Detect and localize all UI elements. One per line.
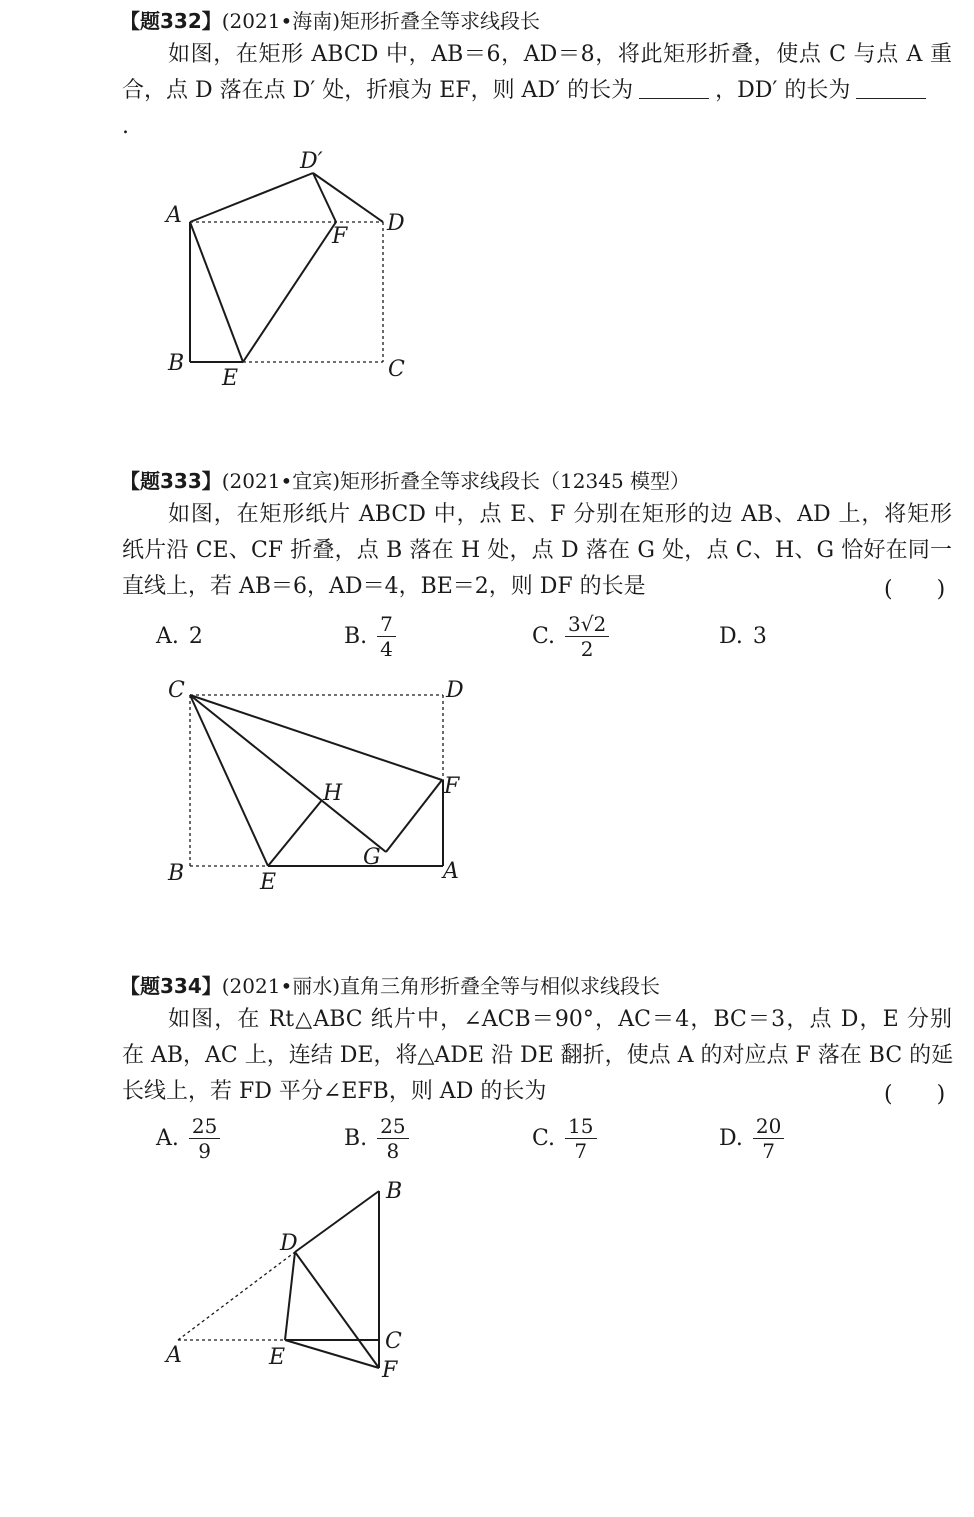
problem-334-text-line-1: 如图，在 Rt△ABC 纸片中，∠ACB＝90°，AC＝4，BC＝3，点 D，E 分别 [168, 1007, 952, 1032]
p334-option-d-numerator: 20 [753, 1114, 784, 1139]
problem-334-heading [120, 971, 660, 1001]
problem-333-heading [120, 466, 690, 496]
p333-option-d[interactable] [719, 624, 767, 649]
problem-334-text-line-3: 长线上，若 FD 平分∠EFB，则 AD 的长为 [122, 1079, 547, 1104]
fig334-label-a: A [166, 1343, 182, 1368]
p334-option-a-numerator: 25 [189, 1114, 220, 1139]
p334-option-a-fraction [189, 1114, 220, 1163]
figure-333 [190, 695, 443, 866]
fig332-label-f: F [332, 224, 348, 249]
fig334-label-c: C [385, 1329, 402, 1354]
p334-option-c[interactable] [532, 1114, 597, 1163]
p333-option-b-numerator: 7 [377, 612, 396, 637]
p334-option-a-denominator: 9 [198, 1139, 211, 1163]
problem-333-text-line-3: 直线上，若 AB＝6，AD＝4，BE＝2，则 DF 的长是 [122, 574, 646, 599]
fig333-crease-cf [190, 695, 442, 780]
p333-option-a-label: A. [156, 624, 179, 649]
p334-option-c-numerator: 15 [565, 1114, 596, 1139]
fig333-line-chg [190, 695, 386, 852]
p333-option-b-denominator: 4 [380, 637, 393, 661]
fig334-label-e: E [269, 1345, 286, 1370]
p334-option-b-label: B. [344, 1126, 368, 1151]
fig333-label-f: F [444, 774, 460, 799]
fig333-label-d: D [446, 678, 464, 703]
problem-334-text-line-2: 在 AB，AC 上，连结 DE，将△ADE 沿 DE 翻折，使点 A 的对应点 F 落在 BC 的延 [122, 1043, 954, 1068]
p333-option-c-fraction [565, 612, 609, 661]
p333-option-d-label: D. [719, 624, 743, 649]
fig333-edge-gf [386, 780, 442, 852]
p334-option-c-denominator: 7 [574, 1139, 588, 1163]
problem-334-answer-paren[interactable]: ( ) [884, 1082, 946, 1107]
figure-334 [178, 1191, 379, 1368]
fig333-label-a: A [443, 859, 459, 884]
p333-option-d-value: 3 [752, 624, 767, 649]
problem-332-number: 【题332】 [120, 9, 222, 33]
problem-332-source: (2021•海南)矩形折叠全等求线段长 [221, 9, 541, 33]
p334-option-b-numerator: 25 [377, 1114, 408, 1139]
p334-option-d-denominator: 7 [762, 1139, 775, 1163]
fig332-crease-ef [243, 222, 336, 362]
p333-option-b-fraction [377, 612, 396, 661]
problem-333-source: (2021•宜宾)矩形折叠全等求线段长（12345 模型） [221, 469, 691, 493]
p333-option-c[interactable] [532, 612, 609, 661]
fig333-label-c: C [168, 678, 185, 703]
p333-option-b[interactable] [344, 612, 396, 661]
p334-option-c-fraction [565, 1114, 596, 1163]
fig333-edge-eh [268, 800, 322, 866]
fig332-label-d-prime: D′ [300, 149, 323, 174]
p334-option-b-fraction [377, 1114, 408, 1163]
problem-332-text-line-2a: 合，点 D 落在点 D′ 处，折痕为 EF，则 AD′ 的长为 [122, 78, 634, 103]
fig332-label-c: C [388, 357, 405, 382]
p333-option-a[interactable] [156, 624, 203, 649]
problem-332-text-line-2b: ，DD′ 的长为 [715, 78, 851, 103]
fig333-label-e: E [260, 870, 277, 895]
p334-option-b-denominator: 8 [386, 1139, 400, 1163]
p334-option-d[interactable] [719, 1114, 784, 1163]
p334-option-b[interactable] [344, 1114, 409, 1163]
p333-option-c-numerator: 3√2 [565, 612, 609, 637]
fig334-edge-bd [295, 1191, 379, 1252]
p334-option-c-label: C. [532, 1126, 556, 1151]
fig334-edge-ef [285, 1340, 379, 1368]
p334-option-d-label: D. [719, 1126, 743, 1151]
fig332-label-e: E [222, 366, 239, 391]
problem-333-answer-paren[interactable]: ( ) [884, 577, 946, 602]
problem-332-text-line-1: 如图，在矩形 ABCD 中，AB＝6，AD＝8，将此矩形折叠，使点 C 与点 A 重 [168, 42, 952, 67]
p334-option-a[interactable] [156, 1114, 220, 1163]
fig334-crease-df [295, 1252, 379, 1368]
fig334-label-f: F [382, 1358, 398, 1383]
fig333-label-b: B [168, 861, 185, 886]
p334-option-d-fraction [753, 1114, 784, 1163]
fig332-edge-ad-prime [190, 173, 313, 222]
p333-option-c-denominator: 2 [580, 637, 594, 661]
fig333-label-g: G [363, 845, 381, 870]
fig333-label-h: H [323, 781, 343, 806]
problem-333-text-line-1: 如图，在矩形纸片 ABCD 中，点 E、F 分别在矩形的边 AB、AD 上，将矩形 [168, 502, 952, 527]
fig332-label-a: A [166, 203, 182, 228]
fig334-dashed-ad [178, 1252, 295, 1340]
p334-option-a-label: A. [156, 1126, 179, 1151]
problem-334-source: (2021•丽水)直角三角形折叠全等与相似求线段长 [221, 974, 661, 998]
problem-333-number: 【题333】 [120, 469, 222, 493]
fig334-label-d: D [280, 1231, 298, 1256]
fig333-crease-ce [190, 695, 268, 866]
problem-332-text-line-3: . [122, 114, 129, 139]
figure-332 [190, 173, 383, 362]
p333-option-a-value: 2 [188, 624, 203, 649]
fig334-label-b: B [386, 1179, 403, 1204]
fig334-crease-de [285, 1252, 295, 1340]
fig332-label-d: D [387, 211, 405, 236]
fig332-edge-ae [190, 222, 243, 362]
problem-334-number: 【题334】 [120, 974, 222, 998]
fig332-label-b: B [168, 351, 185, 376]
p333-option-b-label: B. [344, 624, 368, 649]
problem-333-text-line-2: 纸片沿 CE、CF 折叠，点 B 落在 H 处，点 D 落在 G 处，点 C、H、G 恰好在同一 [122, 538, 952, 563]
p333-option-c-label: C. [532, 624, 556, 649]
